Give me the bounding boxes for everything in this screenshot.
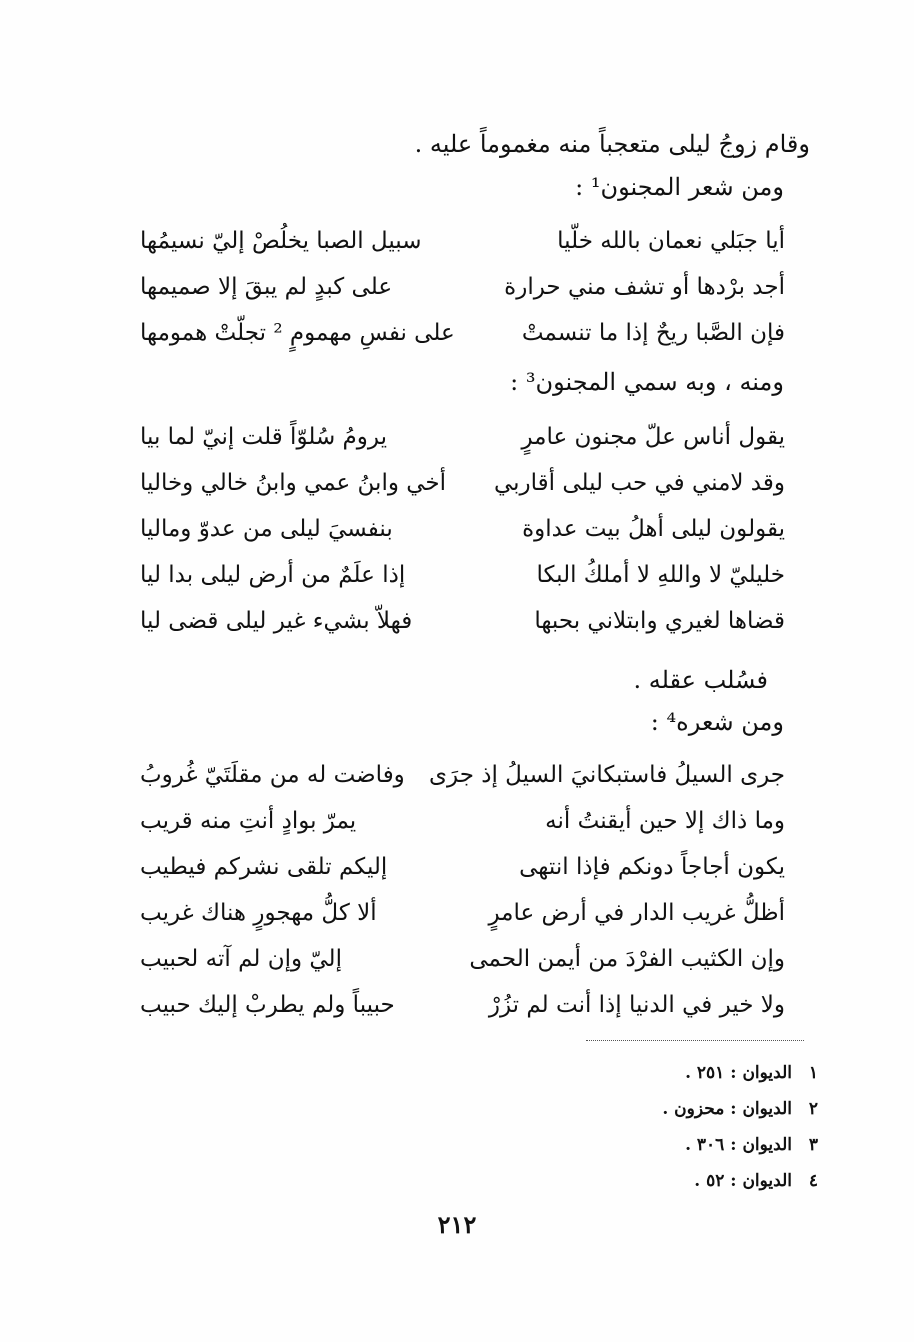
heading-majnun-poetry: ومن شعر المجنون¹ : [575,173,784,201]
verse-line [140,552,785,598]
verse-line [140,460,785,506]
footnote-text: الديوان : ٣٠٦ . [685,1135,792,1155]
poem-3 [140,752,785,1028]
second-hemistich: سبيل الصبا يخلُصْ إليّ نسيمُها [140,228,422,254]
verse-line [140,844,785,890]
second-hemistich: حبيباً ولم يطربْ إليك حبيب [140,992,395,1018]
first-hemistich: يكون أجاجاً دونكم فإذا انتهى [519,854,785,880]
first-hemistich: ولا خير في الدنيا إذا أنت لم تزُرْ [488,992,785,1018]
verse-line [140,936,785,982]
verse-line [140,982,785,1028]
footnote-number: ١ [808,1063,818,1083]
first-hemistich: يقول أناس علّ مجنون عامرٍ [521,424,785,450]
second-hemistich: يرومُ سُلوّاً قلت إنيّ لما بيا [140,424,387,450]
second-hemistich: وفاضت له من مقلَتَيّ غُروبُ [140,762,405,788]
page-number: ٢١٢ [437,1210,477,1239]
second-hemistich: فهلاّ بشيء غير ليلى قضى ليا [140,608,413,634]
first-hemistich: وما ذاك إلا حين أيقنتُ أنه [545,808,785,834]
verse-line [140,752,785,798]
footnote [662,1163,818,1199]
first-hemistich: قضاها لغيري وابتلاني بحبها [534,608,785,634]
first-hemistich: وقد لامني في حب ليلى أقاربي [493,470,785,496]
footnote-text: الديوان : محزون . [662,1099,792,1119]
lost-mind-line: فسُلب عقله . [633,666,768,694]
second-hemistich: أخي وابنُ عمي وابنُ خالي وخاليا [140,470,447,496]
first-hemistich: يقولون ليلى أهلُ بيت عداوة [522,516,785,542]
verse-line [140,264,785,310]
verse-line [140,598,785,644]
second-hemistich: على نفسِ مهمومٍ ² تجلّتْ همومها [140,320,455,346]
poem-2 [140,414,785,644]
second-hemistich: ألا كلُّ مهجورٍ هناك غريب [140,900,377,926]
second-hemistich: بنفسيَ ليلى من عدوّ وماليا [140,516,393,542]
footnote [662,1127,818,1163]
second-hemistich: إليكم تلقى نشركم فيطيب [140,854,388,880]
verse-line [140,798,785,844]
first-hemistich: خليليّ لا واللهِ لا أملكُ البكا [536,562,785,588]
second-hemistich: على كبدٍ لم يبقَ إلا صميمها [140,274,393,300]
first-hemistich: أجد برْدها أو تشف مني حرارة [504,274,785,300]
footnote-text: الديوان : ٥٢ . [694,1171,792,1191]
first-hemistich: أظلُّ غريب الدار في أرض عامرٍ [488,900,785,926]
footnote-text: الديوان : ٢٥١ . [685,1063,792,1083]
first-hemistich: وإن الكثيب الفرْدَ من أيمن الحمى [469,946,785,972]
footnote [662,1091,818,1127]
heading-naming-majnun: ومنه ، وبه سمي المجنون³ : [510,368,784,396]
poem-1 [140,218,785,356]
first-hemistich: أيا جبَلي نعمان بالله خلّيا [557,228,785,254]
footnotes [662,1055,818,1199]
verse-line [140,506,785,552]
footnote-divider [586,1040,804,1041]
footnote-number: ٣ [808,1135,818,1155]
first-hemistich: جرى السيلُ فاستبكانيَ السيلُ إذ جرَى [429,762,785,788]
verse-line [140,414,785,460]
footnote [662,1055,818,1091]
second-hemistich: إذا علَمٌ من أرض ليلى بدا ليا [140,562,406,588]
verse-line [140,890,785,936]
verse-line [140,218,785,264]
footnote-number: ٤ [808,1171,818,1191]
second-hemistich: إليّ وإن لم آته لحبيب [140,946,342,972]
footnote-number: ٢ [808,1099,818,1119]
second-hemistich: يمرّ بوادٍ أنتِ منه قريب [140,808,357,834]
first-hemistich: فإن الصَّبا ريحٌ إذا ما تنسمتْ [521,320,785,346]
heading-more-poetry: ومن شعره⁴ : [650,708,784,736]
intro-line: وقام زوجُ ليلى متعجباً منه مغموماً عليه . [414,130,810,158]
verse-line [140,310,785,356]
